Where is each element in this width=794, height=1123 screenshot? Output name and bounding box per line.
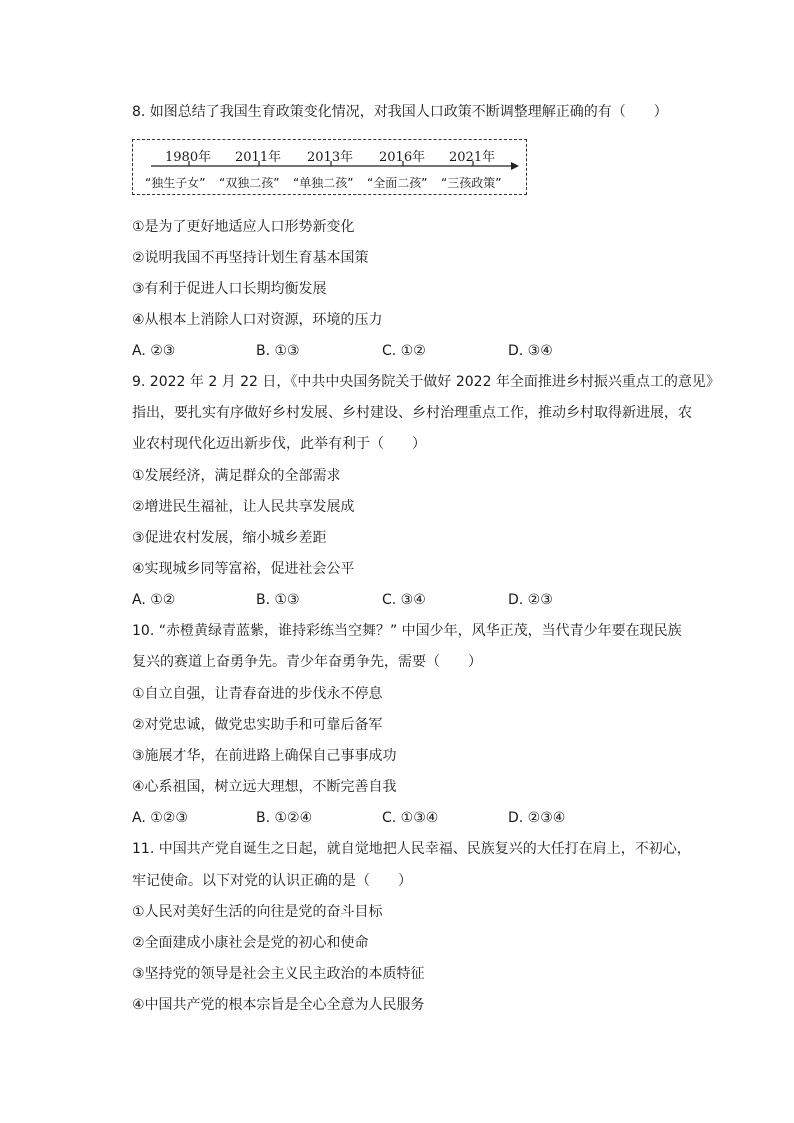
timeline-policy: “独生子女” <box>145 176 206 190</box>
question-8-stem: 8. 如图总结了我国生育政策变化情况，对我国人口政策不断调整理解正确的有（ ） <box>132 104 668 120</box>
q8-item-1: ①是为了更好地适应人口形势新变化 <box>132 219 355 235</box>
q9-item-2: ②增进民生福祉，让人民共享发展成 <box>132 499 355 515</box>
q8-options <box>132 341 692 361</box>
option-a[interactable]: A. ①② <box>132 592 176 608</box>
timeline-policy: “单独二孩” <box>293 176 354 190</box>
question-10-stem-line-2: 复兴的赛道上奋勇争先。青少年奋勇争先，需要（ ） <box>132 654 482 670</box>
option-d[interactable]: D. ②③ <box>508 592 553 608</box>
q8-item-3: ③有利于促进人口长期均衡发展 <box>132 281 327 297</box>
q9-item-4: ④实现城乡同等富裕，促进社会公平 <box>132 561 355 577</box>
q11-item-1: ①人民对美好生活的向往是党的奋斗目标 <box>132 904 383 920</box>
question-11-stem-line-1: 11. 中国共产党自诞生之日起，就自觉地把人民幸福、民族复兴的大任打在肩上，不初心， <box>132 841 691 857</box>
q8-item-2: ②说明我国不再坚持计划生育基本国策 <box>132 250 369 266</box>
q11-item-2: ②全面建成小康社会是党的初心和使命 <box>132 935 369 951</box>
timeline-policy: “全面二孩” <box>367 176 428 190</box>
q9-item-3: ③促进农村发展，缩小城乡差距 <box>132 530 327 546</box>
question-11-stem-line-2: 牢记使命。以下对党的认识正确的是（ ） <box>132 873 412 889</box>
q10-item-2: ②对党忠诚，做党忠实助手和可靠后备军 <box>132 717 383 733</box>
option-d[interactable]: D. ②③④ <box>508 810 566 826</box>
option-b[interactable]: B. ①③ <box>256 592 300 608</box>
option-c[interactable]: C. ③④ <box>382 592 426 608</box>
option-c[interactable]: C. ①③④ <box>382 810 439 826</box>
policy-timeline-figure <box>132 139 527 195</box>
option-b[interactable]: B. ①③ <box>256 343 300 359</box>
q10-item-3: ③施展才华，在前进路上确保自己事事成功 <box>132 748 397 764</box>
q10-options <box>132 808 692 828</box>
timeline-year: 2021年 <box>449 150 496 165</box>
q10-item-1: ①自立自强，让青春奋进的步伐永不停息 <box>132 686 383 702</box>
timeline-policy: “三孩政策” <box>441 176 502 190</box>
timeline-year: 2011年 <box>235 150 282 165</box>
option-a[interactable]: A. ①②③ <box>132 810 188 826</box>
timeline-policy: “双独二孩” <box>219 176 280 190</box>
option-b[interactable]: B. ①②④ <box>256 810 313 826</box>
option-c[interactable]: C. ①② <box>382 343 426 359</box>
question-9-stem-line-1: 9. 2022 年 2 月 22 日，《中共中央国务院关于做好 2022 年全面推进乡村振兴重点工的意见》 <box>132 374 720 390</box>
question-9-stem-line-3: 业农村现代化迈出新步伐，此举有利于（ ） <box>132 436 426 452</box>
timeline-year: 1980年 <box>165 150 212 165</box>
option-d[interactable]: D. ③④ <box>508 343 553 359</box>
option-a[interactable]: A. ②③ <box>132 343 176 359</box>
question-10-stem-line-1: 10. “赤橙黄绿青蓝紫，谁持彩练当空舞？” 中国少年，风华正茂，当代青少年要在现民族 <box>132 623 682 639</box>
q8-item-4: ④从根本上消除人口对资源，环境的压力 <box>132 312 383 328</box>
q11-item-4: ④中国共产党的根本宗旨是全心全意为人民服务 <box>132 997 425 1013</box>
q9-options <box>132 590 692 610</box>
q10-item-4: ④心系祖国，树立远大理想，不断完善自我 <box>132 779 397 795</box>
timeline-year: 2013年 <box>307 150 354 165</box>
question-9-stem-line-2: 指出，要扎实有序做好乡村发展、乡村建设、乡村治理重点工作，推动乡村取得新进展，农 <box>132 405 692 421</box>
q9-item-1: ①发展经济，满足群众的全部需求 <box>132 468 341 484</box>
q11-item-3: ③坚持党的领导是社会主义民主政治的本质特征 <box>132 966 425 982</box>
timeline-year: 2016年 <box>379 150 426 165</box>
